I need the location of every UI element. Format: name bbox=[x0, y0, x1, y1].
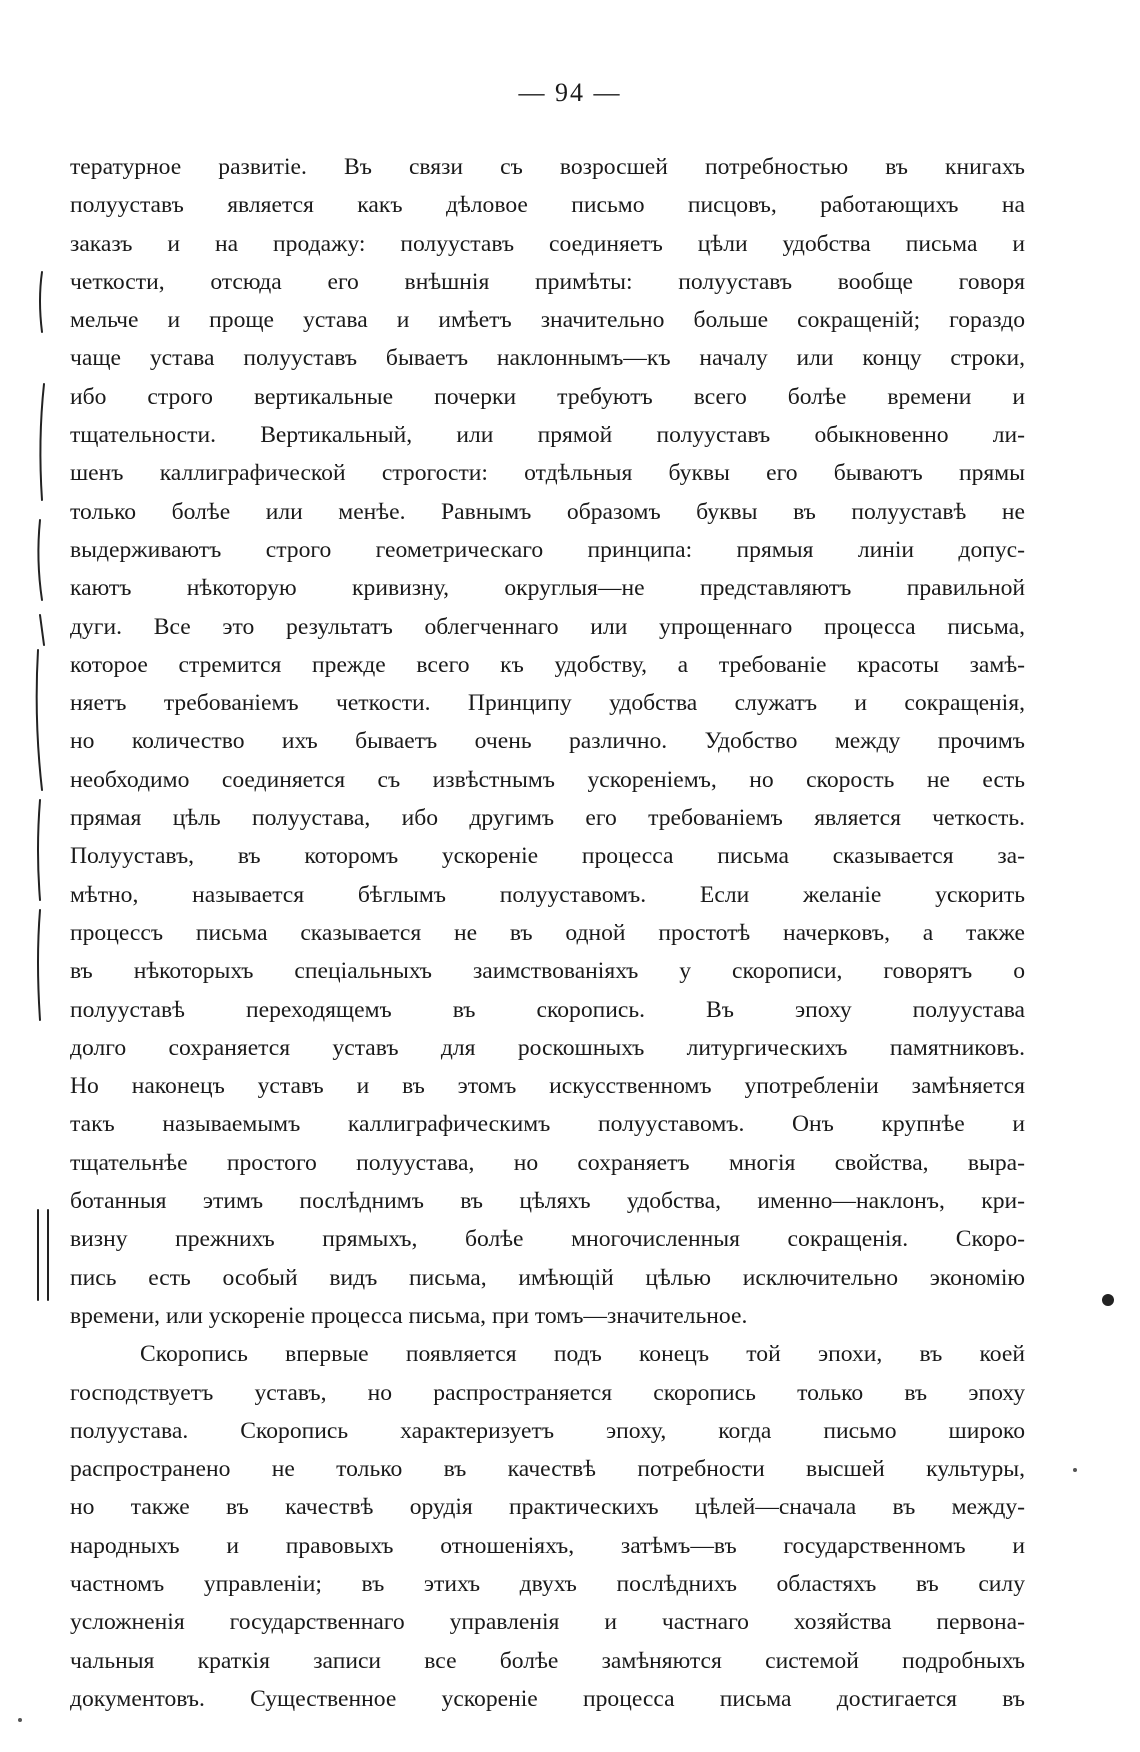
text-line: чаще устава полууставъ бываетъ наклоннымъ—къ началу или концу строки, bbox=[70, 345, 1025, 372]
text-line: такъ называемымъ каллиграфическимъ полууставомъ. Онъ крупнѣе и bbox=[70, 1111, 1025, 1138]
margin-line-mark bbox=[38, 910, 40, 1020]
page-number: — 94 — bbox=[518, 78, 622, 107]
text-line: усложненія государственнаго управленія и частнаго хозяйства первона- bbox=[70, 1609, 1025, 1636]
body-text bbox=[70, 148, 1025, 1718]
text-line: визну прежнихъ прямыхъ, болѣе многочисленныя сокращенія. Скоро- bbox=[70, 1226, 1025, 1253]
text-line: долго сохраняется уставъ для роскошныхъ литургическихъ памятниковъ. bbox=[70, 1034, 1025, 1061]
margin-line-mark bbox=[40, 384, 44, 500]
text-line: полууставѣ переходящемъ въ скоропись. Въ эпоху полуустава bbox=[70, 996, 1025, 1023]
text-line: шенъ каллиграфической строгости: отдѣльныя буквы его бываютъ прямы bbox=[70, 460, 1025, 487]
text-line: которое стремится прежде всего къ удобству, а требованіе красоты замѣ- bbox=[70, 651, 1025, 678]
text-line: распространено не только въ качествѣ потребности высшей культуры, bbox=[70, 1456, 1025, 1483]
text-line: чальныя краткія записи все болѣе замѣняются системой подробныхъ bbox=[70, 1647, 1025, 1674]
text-line: каютъ нѣкоторую кривизну, округлыя—не представляютъ правильной bbox=[70, 575, 1025, 602]
text-line: мѣтно, называется бѣглымъ полууставомъ. Если желаніе ускорить bbox=[70, 881, 1025, 908]
text-line: Скоропись впервые появляется подъ конецъ той эпохи, въ коей bbox=[140, 1341, 1025, 1368]
text-line: няетъ требованіемъ четкости. Принципу удобства служатъ и сокращенія, bbox=[70, 690, 1025, 717]
margin-line-mark bbox=[40, 615, 44, 645]
ink-dot bbox=[18, 1718, 22, 1722]
text-line: времени, или ускореніе процесса письма, при томъ—значительное. bbox=[70, 1302, 748, 1329]
margin-line-mark bbox=[37, 650, 42, 790]
margin-line-mark bbox=[38, 520, 42, 600]
margin-line-mark bbox=[40, 272, 42, 332]
text-line: но также въ качествѣ орудія практическихъ цѣлей—сначала въ между- bbox=[70, 1494, 1025, 1521]
text-line: необходимо соединяется съ извѣстнымъ ускореніемъ, но скорость не есть bbox=[70, 766, 1025, 793]
paragraph-2 bbox=[70, 1335, 1025, 1718]
text-line: тщательности. Вертикальный, или прямой полууставъ обыкновенно ли- bbox=[70, 422, 1025, 449]
margin-line-mark bbox=[38, 800, 40, 900]
text-line: мельче и проще устава и имѣетъ значительно больше сокращеній; гораздо bbox=[70, 307, 1025, 334]
paragraph-1 bbox=[70, 148, 1025, 1335]
text-line: полууставъ является какъ дѣловое письмо писцовъ, работающихъ на bbox=[70, 192, 1025, 219]
text-line: четкости, отсюда его внѣшнія примѣты: полууставъ вообще говоря bbox=[70, 268, 1025, 295]
text-line: прямая цѣль полуустава, ибо другимъ его требованіемъ является четкость. bbox=[70, 805, 1025, 832]
text-line: полуустава. Скоропись характеризуетъ эпоху, когда письмо широко bbox=[70, 1417, 1025, 1444]
text-line: документовъ. Существенное ускореніе процесса письма достигается въ bbox=[70, 1685, 1025, 1712]
text-line: только болѣе или менѣе. Равнымъ образомъ буквы въ полууставѣ не bbox=[70, 498, 1025, 525]
text-line: заказъ и на продажу: полууставъ соединяетъ цѣли удобства письма и bbox=[70, 230, 1025, 257]
text-line: дуги. Все это результатъ облегченнаго или упрощеннаго процесса письма, bbox=[70, 613, 1025, 640]
text-line: въ нѣкоторыхъ спеціальныхъ заимствованіяхъ у скорописи, говорятъ о bbox=[70, 958, 1025, 985]
text-line: ибо строго вертикальные почерки требуютъ всего болѣе времени и bbox=[70, 383, 1025, 410]
ink-dot bbox=[1073, 1468, 1077, 1472]
text-line: тературное развитіе. Въ связи съ возросшей потребностью въ книгахъ bbox=[70, 154, 1025, 180]
text-line: народныхъ и правовыхъ отношеніяхъ, затѣмъ—въ государственномъ и bbox=[70, 1532, 1025, 1559]
text-line: Но наконецъ уставъ и въ этомъ искусственномъ употребленіи замѣняется bbox=[70, 1073, 1025, 1100]
text-line: Полууставъ, въ которомъ ускореніе процесса письма сказывается за- bbox=[70, 843, 1025, 870]
ink-dot bbox=[1102, 1294, 1114, 1306]
text-line: ботанныя этимъ послѣднимъ въ цѣляхъ удобства, именно—наклонъ, кри- bbox=[70, 1188, 1025, 1215]
text-line: пись есть особый видъ письма, имѣющій цѣлью исключительно экономію bbox=[70, 1264, 1025, 1291]
text-line: выдерживаютъ строго геометрическаго принципа: прямыя линіи допус- bbox=[70, 536, 1025, 563]
text-line: господствуетъ уставъ, но распространяется скоропись только въ эпоху bbox=[70, 1379, 1025, 1406]
text-line: но количество ихъ бываетъ очень различно. Удобство между прочимъ bbox=[70, 728, 1025, 755]
text-line: процессъ письма сказывается не въ одной простотѣ начерковъ, а также bbox=[70, 919, 1025, 946]
text-line: частномъ управленіи; въ этихъ двухъ послѣднихъ областяхъ въ силу bbox=[70, 1570, 1025, 1597]
text-line: тщательнѣе простого полуустава, но сохраняетъ многія свойства, выра- bbox=[70, 1149, 1025, 1176]
